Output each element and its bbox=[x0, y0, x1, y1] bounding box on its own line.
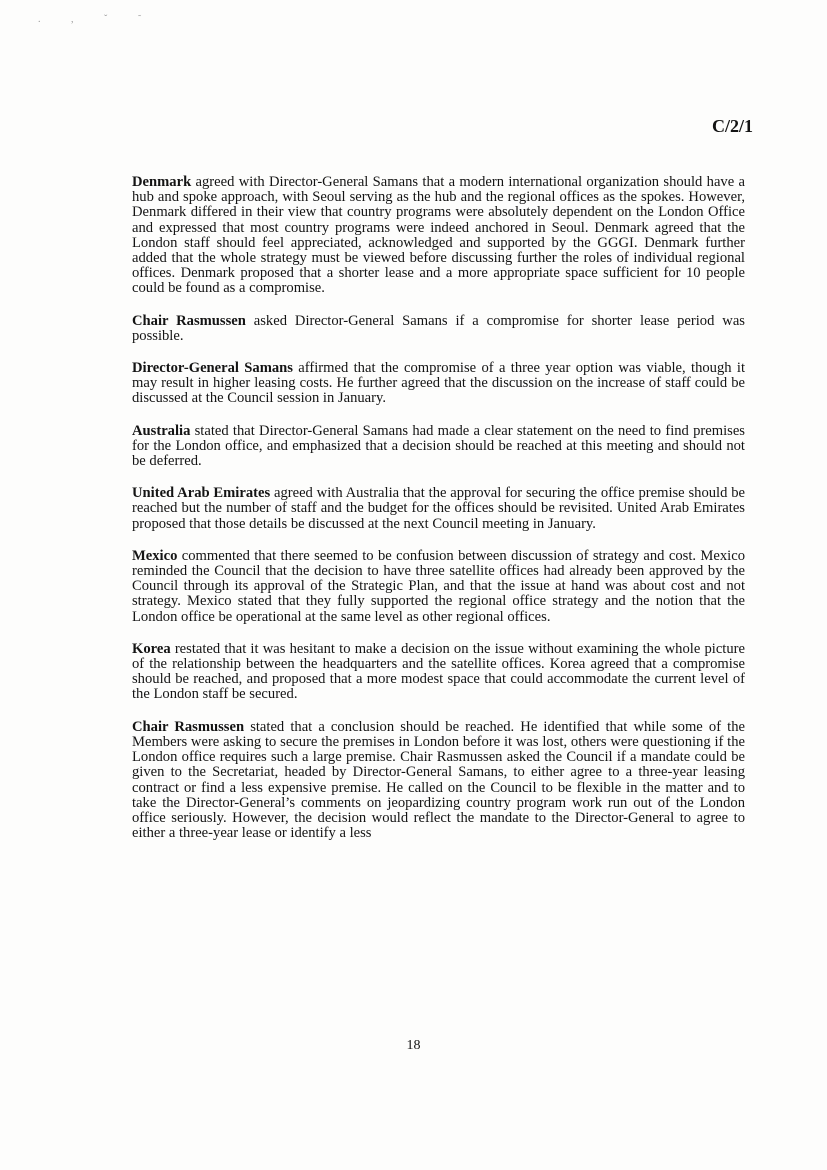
paragraph-text: agreed with Australia that the approval for securing the office premise should be reached but the number of staff and the budget for the offices should be revisited. United Arab Emirates proposed that those details be discussed at the next Council meeting in January. bbox=[132, 485, 745, 532]
paragraph-korea bbox=[132, 642, 745, 703]
speaker-name: United Arab Emirates bbox=[132, 485, 271, 502]
paragraph-text: asked Director-General Samans if a compromise for shorter lease period was possible. bbox=[132, 312, 745, 344]
paragraph-text: affirmed that the compromise of a three year option was viable, though it may result in higher leasing costs. He further agreed that the discussion on the increase of staff could be discussed at the Council session in January. bbox=[132, 360, 745, 407]
paragraph-denmark bbox=[132, 175, 745, 297]
speaker-name: Denmark bbox=[132, 174, 192, 190]
paragraph-united-arab-emirates bbox=[132, 486, 745, 532]
speaker-name: Korea bbox=[132, 640, 171, 657]
paragraph-text: stated that Director-General Samans had made a clear statement on the need to find premises for the London office, and emphasized that a decision should be reached at this meeting and should not be deferred. bbox=[132, 422, 745, 470]
speaker-name: Australia bbox=[132, 422, 191, 439]
speaker-name: Chair Rasmussen bbox=[132, 718, 245, 735]
paragraph-mexico bbox=[132, 549, 745, 625]
scan-specks: . , ˇ ˜ bbox=[38, 14, 156, 25]
speaker-name: Chair Rasmussen bbox=[132, 312, 246, 329]
paragraph-text: restated that it was hesitant to make a decision on the issue without examining the whole picture of the relationship between the headquarters and the satellite offices. Korea agreed that a compromise should be reached, and proposed that a more modest space that could accommodate the current level of the London staff be secured. bbox=[132, 640, 745, 703]
document-body bbox=[132, 175, 745, 858]
paragraph-australia bbox=[132, 424, 745, 470]
document-reference: C/2/1 bbox=[711, 116, 753, 136]
speaker-name: Director-General Samans bbox=[132, 360, 293, 377]
page-number: 18 bbox=[406, 1038, 421, 1053]
paragraph-chair-rasmussen-2 bbox=[132, 720, 745, 842]
paragraph-text: commented that there seemed to be confusion between discussion of strategy and cost. Mexico reminded the Council that the decision to have three satellite offices had already been approved by the Council through its approval of the Strategic Plan, and that the issue at hand was about cost and not strategy. Mexico stated that they fully supported the regional office strategy and the notion that the London office be operational at the same level as other regional offices. bbox=[132, 547, 745, 625]
paragraph-text: agreed with Director-General Samans that a modern international organization should have a hub and spoke approach, with Seoul serving as the hub and the regional offices as the spokes. However, Denmark differed in their view that country programs were absolutely dependent on the London Office and expressed that most country programs were indeed anchored in Seoul. Denmark agreed that the London staff should feel appreciated, acknowledged and supported by the GGGI. Denmark further added that the whole strategy must be viewed before discussing further the roles of individual regional offices. Denmark proposed that a shorter lease and a more appropriate space sufficient for 10 people could be found as a compromise. bbox=[132, 174, 745, 297]
paragraph-director-general-samans bbox=[132, 361, 745, 407]
speaker-name: Mexico bbox=[132, 547, 178, 564]
paragraph-chair-rasmussen-1 bbox=[132, 314, 745, 344]
paragraph-text: stated that a conclusion should be reached. He identified that while some of the Members were asking to secure the premises in London before it was lost, others were questioning if the London office requires such a large premise. Chair Rasmussen asked the Council if a mandate could be given to the Secretariat, headed by Director-General Samans, to either agree to a three-year leasing contract or find a less expensive premise. He called on the Council to be flexible in the matter and to take the Director-General’s comments on jeopardizing country program work run out of the London office seriously. However, the decision would reflect the mandate to the Director-General to agree to either a three-year lease or identify a less bbox=[132, 718, 745, 842]
